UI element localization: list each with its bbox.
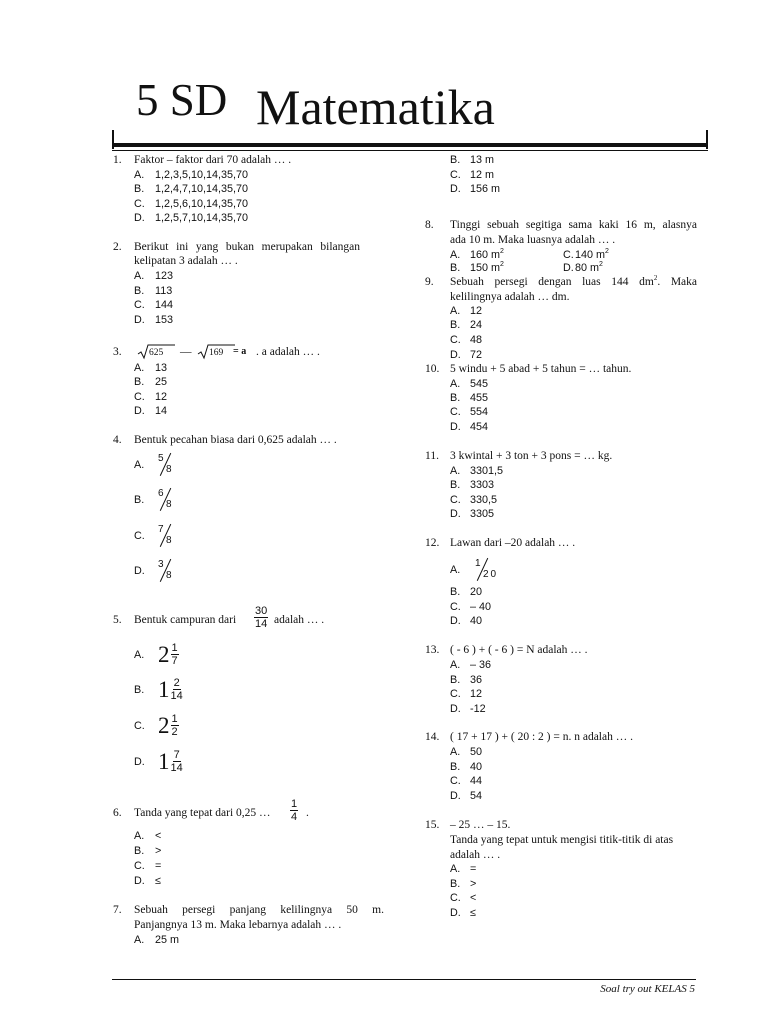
option-value-text: 160 m [470, 249, 501, 261]
option-value: 330,5 [470, 494, 498, 506]
option-value: -12 [470, 703, 486, 715]
option-value: 3301,5 [470, 465, 504, 477]
slanted-fraction [157, 488, 179, 512]
question-number: 2. [113, 241, 122, 253]
option-value: 12 [155, 391, 168, 403]
fraction-denominator: 7 [171, 655, 178, 667]
option-letter: A. [450, 746, 461, 758]
equals-a: = a [233, 346, 247, 357]
option-letter: A. [450, 378, 461, 390]
question-number: 6. [113, 807, 122, 819]
option-letter: A. [134, 270, 145, 282]
option-value: – 40 [470, 601, 492, 613]
question-number: 13. [425, 644, 440, 656]
fraction [171, 749, 183, 774]
option-letter: C. [450, 169, 461, 181]
mixed-number [158, 749, 183, 774]
option-value: > [155, 845, 162, 857]
option-value: = [155, 860, 162, 872]
question-number: 9. [425, 276, 434, 288]
option-letter: D. [450, 183, 461, 195]
option-letter: B. [134, 183, 145, 195]
fraction [171, 713, 179, 738]
option-letter: A. [450, 465, 461, 477]
radicand: 625 [149, 348, 164, 358]
option-value: 25 [155, 376, 168, 388]
question-number: 4. [113, 434, 122, 446]
header-rule-thin [112, 150, 708, 151]
fraction [171, 642, 179, 667]
option-letter: A. [450, 659, 461, 671]
header-rule-thick [112, 143, 708, 147]
question-number: 3. [113, 346, 122, 358]
option-letter: D. [134, 212, 145, 224]
option-value: < [470, 892, 477, 904]
option-value: 113 [155, 285, 173, 297]
option-value-text: 150 m [470, 262, 501, 274]
option-value: = [470, 863, 477, 875]
fraction-numerator: 5 [158, 453, 164, 464]
option-value: 153 [155, 314, 174, 326]
mixed-number [158, 677, 183, 702]
fraction-denominator: 14 [170, 690, 183, 702]
option-letter: C. [134, 198, 145, 210]
option-letter: B. [450, 154, 461, 166]
option-letter: B. [450, 262, 461, 274]
option-value: 24 [470, 319, 483, 331]
mixed-number [158, 642, 179, 667]
option-value: 72 [470, 349, 483, 361]
option-value: ≤ [470, 907, 476, 919]
option-letter: C. [134, 299, 145, 311]
fraction-numerator: 1 [171, 713, 178, 725]
question-text: ( 17 + 17 ) + ( 20 : 2 ) = n. n adalah … . [450, 731, 633, 743]
option-value: 50 [470, 746, 483, 758]
option-letter: D. [134, 565, 145, 577]
option-value: 3305 [470, 508, 495, 520]
option-value: 12 [470, 688, 483, 700]
option-letter: D. [450, 790, 461, 802]
fraction-numerator: 3 [158, 559, 164, 570]
minus-sign: — [180, 346, 192, 358]
question-number: 8. [425, 219, 434, 231]
option-letter: C. [450, 688, 461, 700]
question-text: Bentuk pecahan biasa dari 0,625 adalah … . [134, 434, 337, 446]
option-value: < [155, 830, 162, 842]
question-text: Tanda yang tepat dari 0,25 … [134, 807, 271, 819]
fraction-denominator: 8 [166, 535, 172, 546]
option-letter: D. [450, 508, 461, 520]
option-value: 1,2,3,5,10,14,35,70 [155, 169, 249, 181]
option-value: 144 [155, 299, 174, 311]
option-letter: D. [450, 907, 461, 919]
fraction-numerator: 6 [158, 488, 164, 499]
question-text: . a adalah … . [256, 346, 320, 358]
option-letter: C. [450, 775, 461, 787]
fraction-numerator: 7 [173, 749, 180, 761]
fraction-denominator: 2 [171, 726, 178, 738]
fraction-denominator: 8 [166, 499, 172, 510]
option-value: – 36 [470, 659, 492, 671]
option-letter: B. [450, 878, 461, 890]
option-value: 12 [470, 305, 483, 317]
option-letter: C. [563, 249, 574, 261]
option-value: ≤ [155, 875, 161, 887]
question-number: 11. [425, 450, 439, 462]
option-letter: D. [134, 875, 145, 887]
option-value: 454 [470, 421, 489, 433]
option-letter: A. [134, 649, 145, 661]
option-value: 545 [470, 378, 489, 390]
superscript: 2 [653, 274, 658, 282]
option-letter: A. [450, 863, 461, 875]
question-number: 10. [425, 363, 440, 375]
fraction-denominator: 14 [170, 762, 183, 774]
option-letter: B. [450, 392, 461, 404]
superscript: 2 [500, 261, 504, 268]
question-text: – 25 … – 15. [450, 819, 511, 831]
fraction-numerator: 1 [475, 558, 481, 569]
option-value: 12 m [470, 169, 495, 181]
question-text: Sebuah persegi panjang kelilingnya 50 m. [134, 904, 384, 916]
fraction-numerator: 7 [158, 524, 164, 535]
text-part: Sebuah persegi dengan luas 144 dm [450, 276, 654, 288]
option-letter: B. [450, 479, 461, 491]
subject-title: Matematika [256, 79, 495, 135]
question-text: Bentuk campuran dari [134, 614, 237, 626]
whole-part: 1 [158, 677, 170, 702]
superscript: 2 [500, 248, 504, 255]
fraction-denominator: 8 [166, 464, 172, 475]
fraction [254, 605, 268, 630]
superscript: 2 [605, 248, 609, 255]
option-letter: D. [134, 756, 145, 768]
question-text: Faktor – faktor dari 70 adalah … . [134, 154, 292, 166]
fraction-denominator: 14 [255, 618, 268, 630]
slanted-fraction [157, 524, 179, 548]
grade-label: 5 SD [136, 75, 228, 125]
mixed-number [158, 713, 179, 738]
option-letter: C. [134, 391, 145, 403]
option-value: 156 m [470, 183, 501, 195]
question-text [450, 274, 697, 290]
text-part: . Maka [657, 276, 698, 288]
question-text: 3 kwintal + 3 ton + 3 pons = … kg. [450, 450, 613, 462]
option-letter: B. [134, 494, 145, 506]
option-letter: A. [450, 249, 461, 261]
option-letter: A. [450, 305, 461, 317]
fraction-numerator: 1 [171, 642, 178, 654]
whole-part: 2 [158, 642, 170, 667]
question-number: 7. [113, 904, 122, 916]
option-letter: C. [450, 494, 461, 506]
option-value: 554 [470, 406, 489, 418]
question-text: Panjangnya 13 m. Maka lebarnya adalah … . [134, 919, 342, 931]
option-value: 1,2,5,6,10,14,35,70 [155, 198, 249, 210]
option-value: 20 [470, 586, 483, 598]
question-text: ada 10 m. Maka luasnya adalah … . [450, 234, 616, 246]
option-value: 14 [155, 405, 168, 417]
option-value: 40 [470, 615, 483, 627]
option-letter: D. [134, 405, 145, 417]
superscript: 2 [599, 261, 603, 268]
option-value: 455 [470, 392, 489, 404]
question-text: kelipatan 3 adalah … . [134, 255, 238, 267]
question-text: kelilingnya adalah … dm. [450, 291, 570, 303]
option-value: 40 [470, 761, 483, 773]
option-value: 25 m [155, 934, 180, 946]
question-text: ( - 6 ) + ( - 6 ) = N adalah … . [450, 644, 588, 656]
option-value-text: 140 m [575, 249, 606, 261]
question-text: Tinggi sebuah segitiga sama kaki 16 m, alasnya [450, 219, 697, 231]
option-value: 13 m [470, 154, 495, 166]
option-letter: C. [450, 406, 461, 418]
option-letter: B. [450, 761, 461, 773]
option-value: 1,2,5,7,10,14,35,70 [155, 212, 249, 224]
option-letter: C. [134, 530, 145, 542]
option-letter: C. [450, 334, 461, 346]
option-letter: C. [450, 892, 461, 904]
option-letter: C. [134, 860, 145, 872]
question-text: Tanda yang tepat untuk mengisi titik-titik di atas [450, 834, 674, 846]
question-text: Lawan dari –20 adalah … . [450, 537, 576, 549]
option-letter: B. [450, 319, 461, 331]
question-number: 5. [113, 614, 122, 626]
fraction-numerator: 1 [291, 798, 298, 810]
slanted-fraction [474, 558, 504, 582]
whole-part: 1 [158, 749, 170, 774]
option-value: 123 [155, 270, 174, 282]
whole-part: 2 [158, 713, 170, 738]
footer-text: Soal try out KELAS 5 [600, 983, 695, 995]
option-letter: B. [134, 684, 145, 696]
fraction [290, 798, 298, 823]
question-text: 5 windu + 5 abad + 5 tahun = … tahun. [450, 363, 632, 375]
option-letter: D. [450, 421, 461, 433]
question-text: Berikut ini yang bukan merupakan bilangan [134, 241, 360, 253]
inline-fraction [290, 798, 298, 823]
option-value: 48 [470, 334, 483, 346]
option-letter: D. [134, 314, 145, 326]
fraction-denominator: 4 [291, 811, 298, 823]
option-letter: A. [134, 830, 145, 842]
option-letter: B. [134, 376, 145, 388]
radicand: 169 [209, 348, 224, 358]
option-letter: C. [450, 601, 461, 613]
option-letter: A. [450, 564, 461, 576]
fraction-numerator: 30 [255, 605, 268, 617]
option-letter: B. [450, 674, 461, 686]
question-number: 15. [425, 819, 440, 831]
fraction-denominator: 8 [166, 570, 172, 581]
option-letter: C. [134, 720, 145, 732]
option-letter: A. [134, 934, 145, 946]
option-letter: B. [134, 285, 145, 297]
option-letter: D. [450, 703, 461, 715]
question-text: . [306, 807, 309, 819]
option-value: 3303 [470, 479, 495, 491]
option-letter: A. [134, 362, 145, 374]
option-value: 36 [470, 674, 483, 686]
inline-fraction [254, 605, 268, 630]
option-letter: D. [563, 262, 574, 274]
question-text: adalah … . [274, 614, 325, 626]
option-letter: A. [134, 169, 145, 181]
fraction-numerator: 2 [173, 677, 180, 689]
option-letter: B. [450, 586, 461, 598]
option-value-text: 80 m [575, 262, 600, 274]
option-letter: D. [450, 349, 461, 361]
question-number: 1. [113, 154, 122, 166]
question-text: adalah … . [450, 849, 501, 861]
option-value: 54 [470, 790, 483, 802]
option-value: > [470, 878, 477, 890]
question-number: 14. [425, 731, 440, 743]
fraction [171, 677, 183, 702]
slanted-fraction [157, 453, 179, 477]
option-value: 1,2,4,7,10,14,35,70 [155, 183, 249, 195]
option-letter: B. [134, 845, 145, 857]
option-letter: A. [134, 459, 145, 471]
option-value: 13 [155, 362, 168, 374]
footer-rule [112, 979, 696, 980]
slanted-fraction [157, 559, 179, 583]
option-value: 44 [470, 775, 483, 787]
option-letter: D. [450, 615, 461, 627]
fraction-denominator: 20 [483, 569, 499, 580]
question-number: 12. [425, 537, 440, 549]
